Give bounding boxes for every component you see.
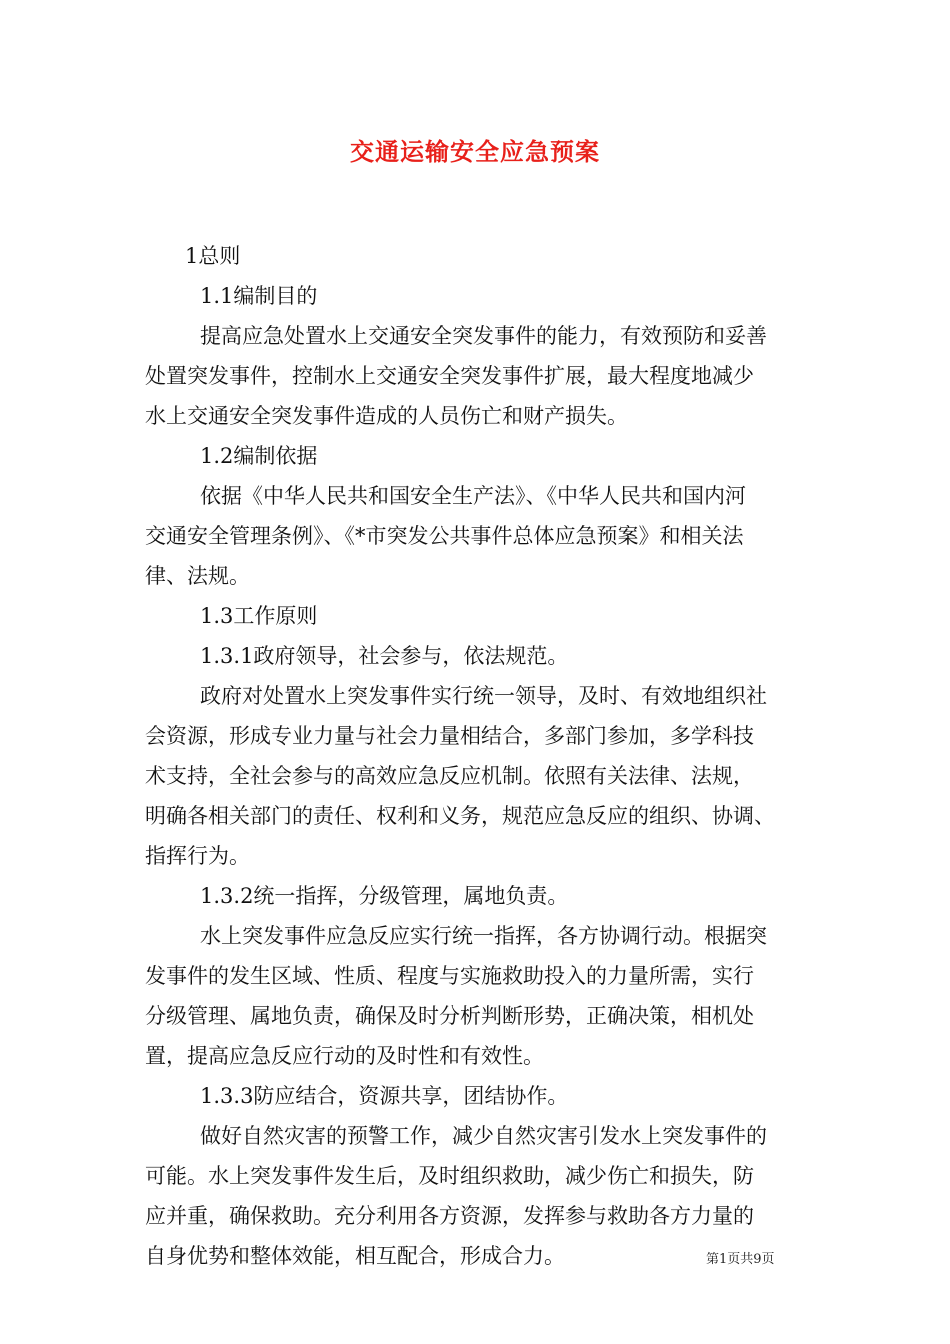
text-line: 术支持，全社会参与的高效应急反应机制。依照有关法律、法规， bbox=[145, 764, 754, 788]
text-line: 提高应急处置水上交通安全突发事件的能力，有效预防和妥善 bbox=[200, 324, 767, 348]
text-line: 水上交通安全突发事件造成的人员伤亡和财产损失。 bbox=[145, 404, 628, 428]
text-line: 律、法规。 bbox=[145, 564, 250, 588]
text-line: 1.3工作原则 bbox=[200, 604, 318, 628]
text-line: 1.2编制依据 bbox=[200, 444, 318, 468]
document-body bbox=[145, 236, 811, 1276]
page-number: 第1页共9页 bbox=[706, 1252, 775, 1267]
text-line: 依据《中华人民共和国安全生产法》、《中华人民共和国内河 bbox=[200, 484, 746, 508]
text-line: 置，提高应急反应行动的及时性和有效性。 bbox=[145, 1044, 544, 1068]
text-line: 1.1编制目的 bbox=[200, 284, 318, 308]
text-line: 1.3.1政府领导，社会参与，依法规范。 bbox=[200, 644, 569, 668]
text-line: 交通安全管理条例》、《*市突发公共事件总体应急预案》和相关法 bbox=[145, 524, 744, 548]
document-title: 交通运输安全应急预案 bbox=[350, 137, 600, 166]
text-line: 应并重，确保救助。充分利用各方资源，发挥参与救助各方力量的 bbox=[145, 1204, 754, 1228]
text-line: 处置突发事件，控制水上交通安全突发事件扩展，最大程度地减少 bbox=[145, 364, 754, 388]
text-line: 做好自然灾害的预警工作，减少自然灾害引发水上突发事件的 bbox=[200, 1124, 767, 1148]
text-line: 1总则 bbox=[185, 244, 241, 268]
text-line: 自身优势和整体效能，相互配合，形成合力。 bbox=[145, 1244, 565, 1268]
text-line: 明确各相关部门的责任、权利和义务，规范应急反应的组织、协调、 bbox=[145, 804, 775, 828]
text-line: 可能。水上突发事件发生后，及时组织救助，减少伤亡和损失，防 bbox=[145, 1164, 754, 1188]
text-line: 1.3.2统一指挥，分级管理，属地负责。 bbox=[200, 884, 569, 908]
text-line: 指挥行为。 bbox=[145, 844, 250, 868]
text-line: 会资源，形成专业力量与社会力量相结合，多部门参加，多学科技 bbox=[145, 724, 754, 748]
text-line: 水上突发事件应急反应实行统一指挥，各方协调行动。根据突 bbox=[200, 924, 767, 948]
text-line: 分级管理、属地负责，确保及时分析判断形势，正确决策，相机处 bbox=[145, 1004, 754, 1028]
text-line: 发事件的发生区域、性质、程度与实施救助投入的力量所需，实行 bbox=[145, 964, 754, 988]
text-line: 政府对处置水上突发事件实行统一领导，及时、有效地组织社 bbox=[200, 684, 767, 708]
text-line: 1.3.3防应结合，资源共享，团结协作。 bbox=[200, 1084, 569, 1108]
